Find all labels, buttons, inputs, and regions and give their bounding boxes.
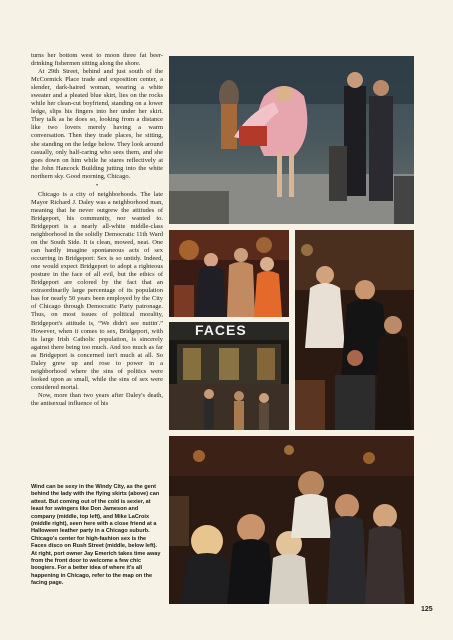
caption-text: Wind can be sexy in the Windy City, as the gent behind the lady with the flying skirts (above) can attest. But coming out of the cold is sexier, at least for swingers like Don Jameson and company (middle, top left), and Mike LaCroix (middle right), seen here with a close friend at a Halloween leather party in a Chicago suburb. Chicago's center for high-fashion sex is the Faces disco on Rush Street (middle, below left). At right, port owner Jay Emerich takes time away from the front door to welcome a few chic boogiers. For a better idea of where it's all happening in Chicago, refer to the map on the facing page. <box>31 484 161 587</box>
photo-windy-street <box>169 56 414 224</box>
article-paragraph-4: Now, more than two years after Daley's death, the antisexual influence of his <box>31 391 163 407</box>
article-paragraph-1: turns her bottom west to moon three fat beer-drinking fishermen sitting along the shore. <box>31 52 163 68</box>
photo-caption <box>31 484 163 588</box>
photo-windy-street-image <box>169 56 414 224</box>
photo-faces-crowd <box>169 436 414 604</box>
article-paragraph-2: At 29th Street, behind and just south of the McCormick Place trade and exposition center, a slender, dark-haired woman, wearing a white sweater and a pleated blue skirt, lies on the rocks while her clean-cut boyfriend, standing on a lower ledge, slips his fingers into her under her skirt. They talk as he does so, looking from a distance like two lovers merely having a warm conversation. Then they trade places, he sitting, she standing on the ledge below. They look around casually, only half-caring who sees them, and she goes down on him while he stares reflectively at the John Hancock Building jutting into the white northern sky. Good morning, Chicago. <box>31 68 163 180</box>
article-paragraph-3: Chicago is a city of neighborhoods. The late Mayor Richard J. Daley was a neighborhood man, meaning that he never outgrew the attitudes of Bridgeport, his community, nor wanted to. Bridgeport is a nearly all-white middle-class neighborhood in the solidly Democratic 11th Ward on the South Side. It is clean, mowed, neat. One can hardly imagine spontaneous acts of sex occurring in Bridgeport: Sex is so untidy. Indeed, one would expect Bridgeport to adopt a righteous posture in the face of all evil, but the ethics of Bridgeport are colored by the fact that an extraordinarily large percentage of its population has for nearly 50 years been employed by the City of Chicago through Democratic Party patronage. Thus, on most issues of political morality, Bridgeport's attitude is, “We didn't see nuttin'.” However, when it comes to sex, Bridgeport, with its large Irish Catholic population, is sincerely against there being too much. And too much as far as Bridgeport is concerned isn't much at all. So Daley grew up and rose to power in a neighborhood where the sins of politics were looked upon as small, while the sins of sex were considered mortal. <box>31 190 163 391</box>
photo-leather-party-image <box>295 230 414 430</box>
faces-sign: FACES <box>195 322 247 338</box>
photo-leather-party <box>295 230 414 430</box>
article-column <box>31 52 163 408</box>
photo-swingers-party-image <box>169 230 289 317</box>
photo-faces-crowd-image <box>169 436 414 604</box>
page-number: 125 <box>421 606 433 613</box>
section-separator: • <box>95 182 99 189</box>
photo-faces-disco-image <box>169 322 289 430</box>
photo-swingers-party <box>169 230 289 317</box>
photo-faces-disco <box>169 322 289 430</box>
